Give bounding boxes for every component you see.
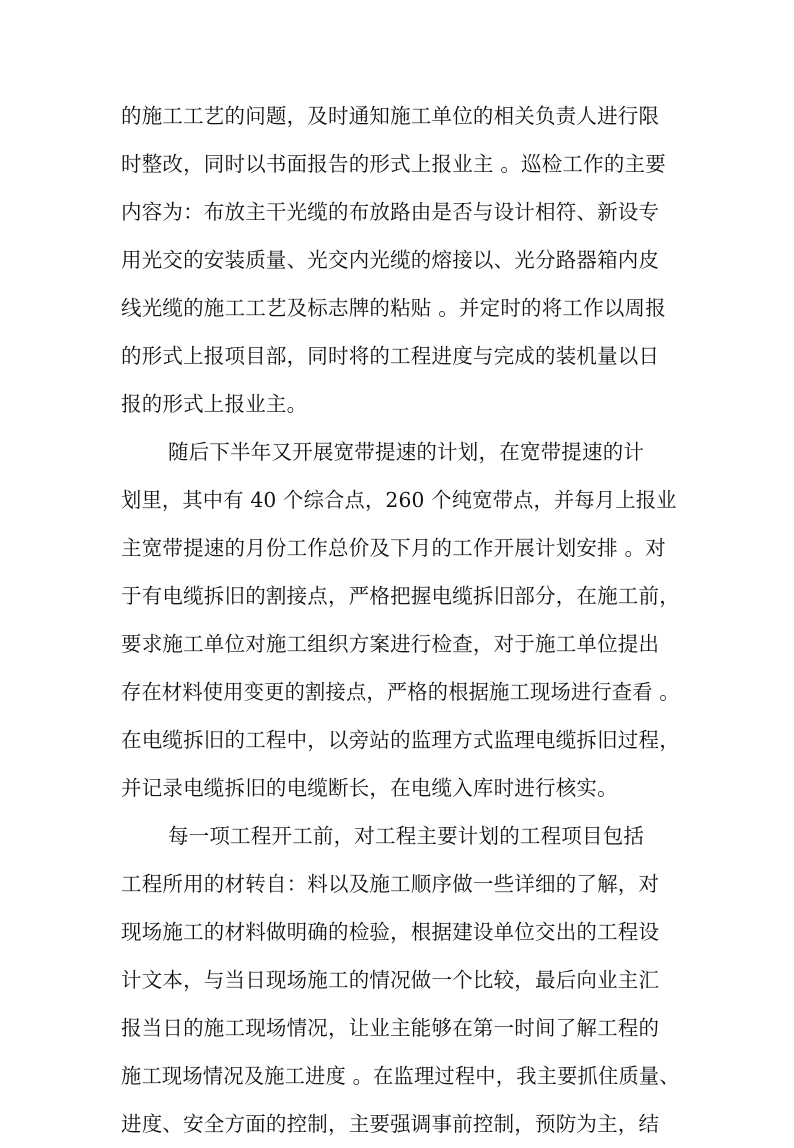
text-line: 进度、安全方面的控制，主要强调事前控制，预防为主，结: [121, 1112, 660, 1136]
text-line: 要求施工单位对施工组织方案进行检查，对于施工单位提出: [121, 632, 660, 656]
text-line: 工程所用的材转自：料以及施工顺序做一些详细的了解，对: [121, 872, 660, 896]
text-line: 划里，其中有 40 个综合点，260 个纯宽带点，并每月上报业: [121, 488, 677, 512]
text-line: 随后下半年又开展宽带提速的计划，在宽带提速的计: [168, 440, 645, 464]
text-line: 并记录电缆拆旧的电缆断长，在电缆入库时进行核实。: [121, 776, 618, 800]
text-line: 现场施工的材料做明确的检验，根据建设单位交出的工程设: [121, 920, 660, 944]
text-line: 用光交的安装质量、光交内光缆的熔接以、光分路器箱内皮: [121, 248, 660, 272]
text-line: 线光缆的施工工艺及标志牌的粘贴 。并定时的将工作以周报: [121, 296, 666, 320]
text-line: 时整改，同时以书面报告的形式上报业主 。巡检工作的主要: [121, 152, 666, 176]
text-line: 内容为：布放主干光缆的布放路由是否与设计相符、新设专: [121, 200, 660, 224]
text-line: 报的形式上报业主。: [121, 392, 308, 416]
text-line: 的施工工艺的问题，及时通知施工单位的相关负责人进行限: [121, 104, 660, 128]
body-text: [121, 92, 681, 1148]
text-line: 在电缆拆旧的工程中，以旁站的监理方式监理电缆拆旧过程，: [121, 728, 680, 752]
text-line: 的形式上报项目部，同时将的工程进度与完成的装机量以日: [121, 344, 660, 368]
text-line: 存在材料使用变更的割接点，严格的根据施工现场进行查看 。: [121, 680, 680, 704]
text-line: 于有电缆拆旧的割接点，严格把握电缆拆旧部分，在施工前，: [121, 584, 680, 608]
text-line: 报当日的施工现场情况，让业主能够在第一时间了解工程的: [121, 1016, 660, 1040]
text-line: 计文本，与当日现场施工的情况做一个比较，最后向业主汇: [121, 968, 660, 992]
text-line: 主宽带提速的月份工作总价及下月的工作开展计划安排 。对: [121, 536, 666, 560]
text-line: 每一项工程开工前，对工程主要计划的工程项目包括: [168, 824, 645, 848]
text-line: 施工现场情况及施工进度 。在监理过程中，我主要抓住质量、: [121, 1064, 680, 1088]
